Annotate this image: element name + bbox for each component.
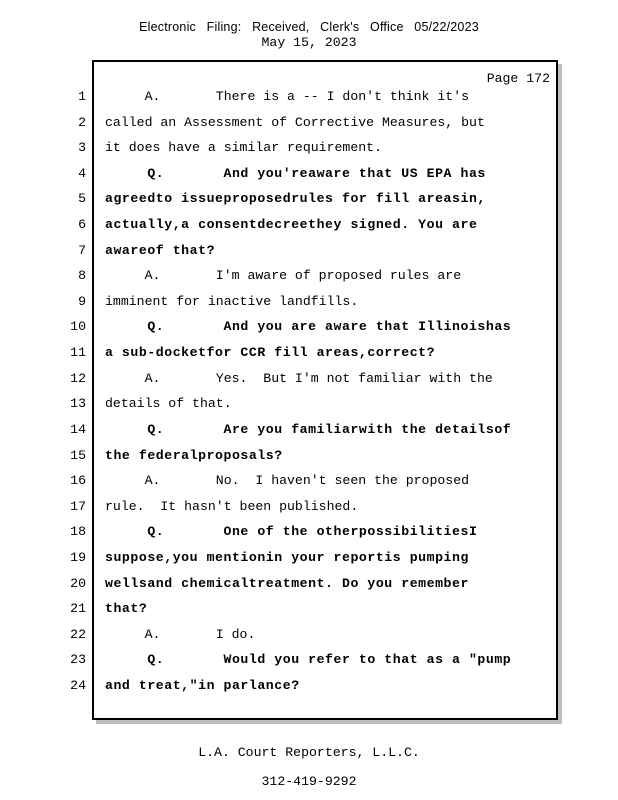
transcript-line bbox=[0, 289, 618, 315]
line-text: A. I'm aware of proposed rules are bbox=[105, 268, 462, 284]
line-text: Q. One of the otherpossibilitiesI bbox=[105, 524, 478, 540]
line-text: rule. It hasn't been published. bbox=[105, 498, 359, 514]
hearing-date: May 15, 2023 bbox=[261, 35, 357, 50]
line-text: A. Yes. But I'm not familiar with the bbox=[105, 370, 493, 386]
line-number: 12 bbox=[70, 370, 86, 386]
line-number: 2 bbox=[78, 114, 86, 130]
line-number: 15 bbox=[70, 447, 86, 463]
line-number: 9 bbox=[78, 293, 86, 309]
line-text: the federalproposals? bbox=[105, 447, 283, 463]
line-text: and treat,"in parlance? bbox=[105, 678, 300, 694]
line-number: 6 bbox=[78, 217, 86, 233]
transcript-line bbox=[0, 647, 618, 673]
line-text: Q. Are you familiarwith the detailsof bbox=[105, 421, 512, 437]
transcript-line bbox=[0, 494, 618, 520]
line-number: 23 bbox=[70, 652, 86, 668]
transcript-line bbox=[0, 519, 618, 545]
line-number: 19 bbox=[70, 549, 86, 565]
transcript-body bbox=[0, 84, 618, 699]
reporter-company: L.A. Court Reporters, L.L.C. bbox=[198, 744, 420, 760]
transcript-line bbox=[0, 84, 618, 110]
line-number: 10 bbox=[70, 319, 86, 335]
line-text: agreedto issueproposedrules for fill areasin, bbox=[105, 191, 486, 207]
line-number: 4 bbox=[78, 165, 86, 181]
line-number: 14 bbox=[70, 421, 86, 437]
line-text: a sub-docketfor CCR fill areas,correct? bbox=[105, 345, 436, 361]
transcript-line bbox=[0, 417, 618, 443]
line-number: 1 bbox=[78, 89, 86, 104]
line-text: imminent for inactive landfills. bbox=[105, 293, 359, 309]
line-text: wellsand chemicaltreatment. Do you remember bbox=[105, 575, 469, 591]
reporter-phone: 312-419-9292 bbox=[261, 773, 357, 789]
transcript-line bbox=[0, 596, 618, 622]
transcript-line bbox=[0, 135, 618, 161]
transcript-line bbox=[0, 263, 618, 289]
line-text: A. There is a -- I don't think it's bbox=[105, 89, 470, 104]
transcript-line bbox=[0, 443, 618, 469]
line-text: A. I do. bbox=[105, 626, 256, 642]
transcript-line bbox=[0, 314, 618, 340]
line-number: 5 bbox=[78, 191, 86, 207]
transcript-line bbox=[0, 161, 618, 187]
transcript-line bbox=[0, 366, 618, 392]
line-text: it does have a similar requirement. bbox=[105, 140, 382, 156]
line-text: suppose,you mentionin your reportis pumping bbox=[105, 549, 469, 565]
line-text: actually,a consentdecreethey signed. You are bbox=[105, 217, 478, 233]
transcript-line bbox=[0, 571, 618, 597]
transcript-line bbox=[0, 545, 618, 571]
transcript-line bbox=[0, 110, 618, 136]
line-number: 24 bbox=[70, 678, 86, 694]
line-number: 16 bbox=[70, 473, 86, 489]
line-text: that? bbox=[105, 601, 148, 617]
line-text: awareof that? bbox=[105, 242, 216, 258]
line-number: 11 bbox=[70, 345, 86, 361]
line-text: Q. And you'reaware that US EPA has bbox=[105, 165, 486, 181]
transcript-line bbox=[0, 622, 618, 648]
electronic-filing-header: Electronic Filing: Received, Clerk's Office 05/22/2023 bbox=[139, 20, 479, 34]
line-number: 22 bbox=[70, 626, 86, 642]
transcript-line bbox=[0, 391, 618, 417]
line-number: 17 bbox=[70, 498, 86, 514]
line-number: 20 bbox=[70, 575, 86, 591]
line-text: Q. Would you refer to that as a "pump bbox=[105, 652, 512, 668]
reporter-footer bbox=[0, 731, 618, 800]
line-text: Q. And you are aware that Illinoishas bbox=[105, 319, 512, 335]
transcript-line bbox=[0, 340, 618, 366]
line-text: details of that. bbox=[105, 396, 232, 412]
line-number: 18 bbox=[70, 524, 86, 540]
transcript-line bbox=[0, 673, 618, 699]
line-number: 13 bbox=[70, 396, 86, 412]
line-text: A. No. I haven't seen the proposed bbox=[105, 473, 470, 489]
line-number: 7 bbox=[78, 242, 86, 258]
transcript-line bbox=[0, 186, 618, 212]
transcript-line bbox=[0, 468, 618, 494]
line-number: 3 bbox=[78, 140, 86, 156]
line-text: called an Assessment of Corrective Measures, but bbox=[105, 114, 485, 130]
transcript-line bbox=[0, 238, 618, 264]
page-number: Page 172 bbox=[486, 71, 550, 86]
transcript-line bbox=[0, 212, 618, 238]
line-number: 21 bbox=[70, 601, 86, 617]
line-number: 8 bbox=[78, 268, 86, 284]
